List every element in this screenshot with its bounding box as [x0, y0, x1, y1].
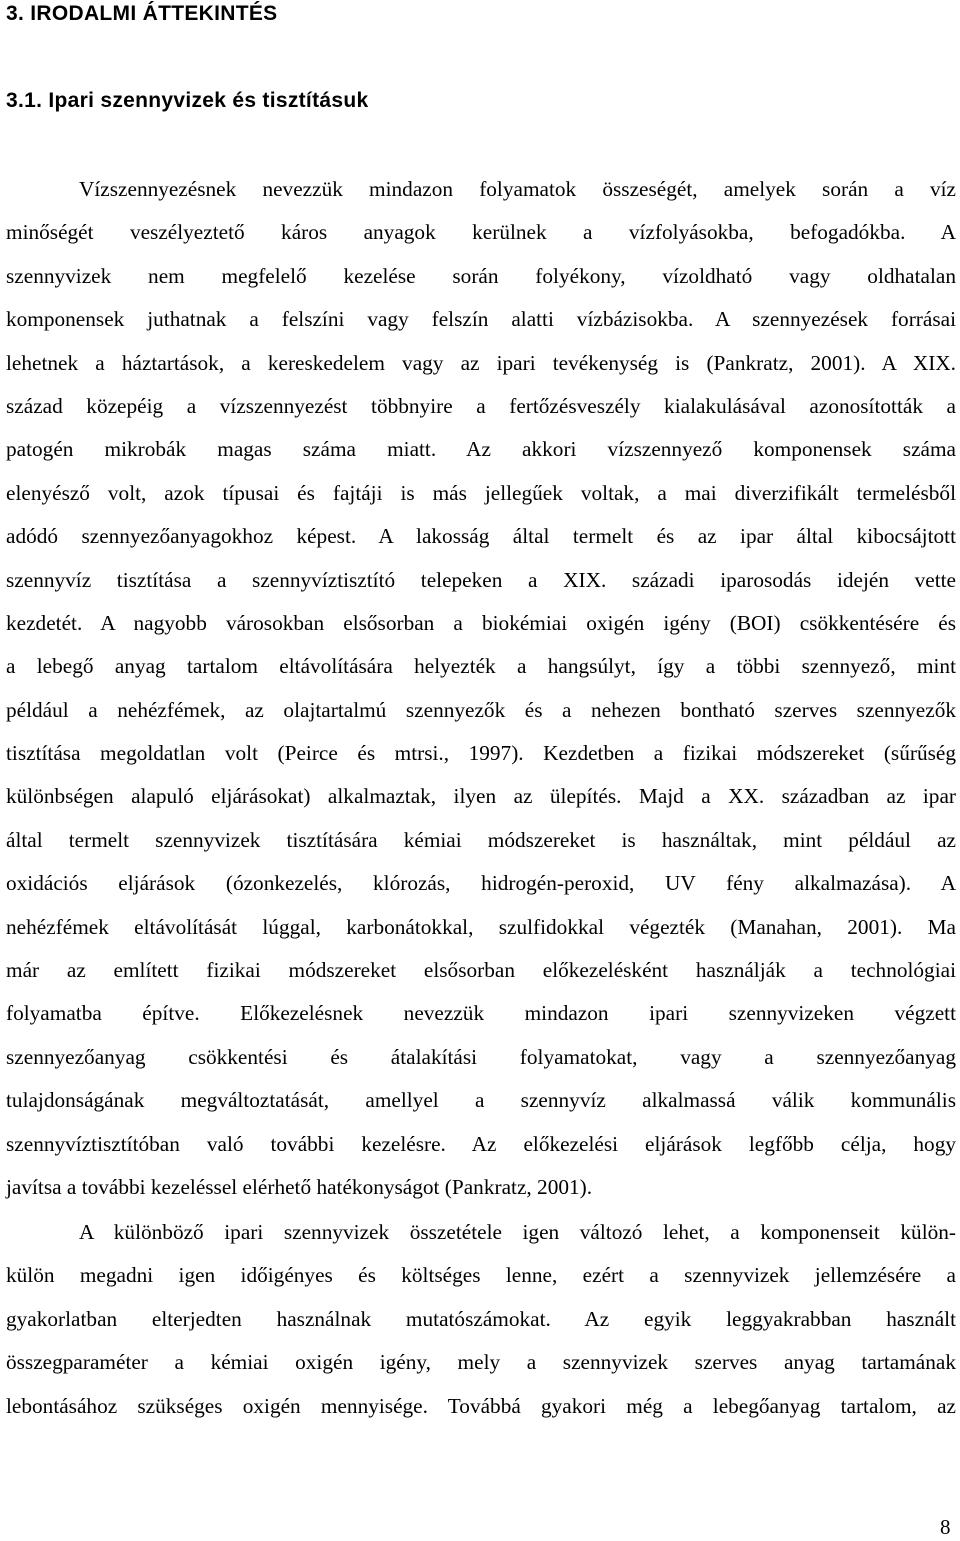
paragraph-line: által termelt szennyvizek tisztítására kémiai módszereket is használtak, mint például az: [6, 827, 956, 852]
paragraph-line: A különböző ipari szennyvizek összetétele igen változó lehet, a komponenseit külön-: [79, 1220, 956, 1244]
paragraph-line: lebontásához szükséges oxigén mennyisége. Továbbá gyakori még a lebegőanyag tartalom, az: [6, 1393, 956, 1418]
paragraph-line: szennyvíztisztítóban való további kezelésre. Az előkezelési eljárások legfőbb célja, hogy: [6, 1131, 956, 1156]
paragraph-line: adódó szennyezőanyagokhoz képest. A lakosság által termelt és az ipar által kibocsájtott: [6, 524, 956, 549]
paragraph-line: patogén mikrobák magas száma miatt. Az akkori vízszennyező komponensek száma: [6, 437, 956, 462]
paragraph-1: [6, 168, 956, 1209]
paragraph-line: Vízszennyezésnek nevezzük mindazon folyamatok összeségét, amelyek során a víz: [79, 177, 956, 201]
paragraph-line: külön megadni igen időigényes és költséges lenne, ezért a szennyvizek jellemzésére a: [6, 1263, 956, 1288]
paragraph-line: elenyésző volt, azok típusai és fajtáji is más jellegűek voltak, a mai diverzifikált termelésből: [6, 480, 956, 505]
paragraph-line: összegparaméter a kémiai oxigén igény, mely a szennyvizek szerves anyag tartamának: [6, 1350, 956, 1375]
paragraph-line: a lebegő anyag tartalom eltávolítására helyezték a hangsúlyt, így a többi szennyező, mint: [6, 654, 956, 679]
paragraph-line: nehézfémek eltávolítását lúggal, karbonátokkal, szulfidokkal végezték (Manahan, 2001). Ma: [6, 914, 956, 939]
paragraph-line: minőségét veszélyeztető káros anyagok kerülnek a vízfolyásokba, befogadókba. A: [6, 220, 956, 245]
paragraph-line: például a nehézfémek, az olajtartalmú szennyezők és a nehezen bontható szerves szennyezők: [6, 697, 956, 722]
section-heading: 3.1. Ipari szennyvizek és tisztításuk: [6, 89, 369, 112]
paragraph-line: tulajdonságának megváltoztatását, amellyel a szennyvíz alkalmassá válik kommunális: [6, 1088, 956, 1113]
chapter-heading: 3. IRODALMI ÁTTEKINTÉS: [6, 2, 278, 25]
paragraph-line: szennyvíz tisztítása a szennyvíztisztító telepeken a XIX. századi iparosodás idején vette: [6, 567, 956, 592]
paragraph-line: tisztítása megoldatlan volt (Peirce és mtrsi., 1997). Kezdetben a fizikai módszereket (sűrűség: [6, 741, 956, 766]
paragraph-line: kezdetét. A nagyobb városokban elsősorban a biokémiai oxigén igény (BOI) csökkentésére és: [6, 610, 956, 635]
paragraph-line: szennyvizek nem megfelelő kezelése során folyékony, vízoldható vagy oldhatalan: [6, 263, 956, 288]
paragraph-line: különbségen alapuló eljárásokat) alkalmaztak, ilyen az ülepítés. Majd a XX. században az ipar: [6, 784, 956, 809]
paragraph-line: gyakorlatban elterjedten használnak mutatószámokat. Az egyik leggyakrabban használt: [6, 1306, 956, 1331]
paragraph-line: komponensek juthatnak a felszíni vagy felszín alatti vízbázisokba. A szennyezések forrásai: [6, 307, 956, 332]
paragraph-line: század közepéig a vízszennyezést többnyire a fertőzésveszély kialakulásával azonosították a: [6, 393, 956, 418]
page-number: 8: [940, 1515, 951, 1539]
paragraph-line: javítsa a további kezeléssel elérhető hatékonyságot (Pankratz, 2001).: [6, 1174, 593, 1199]
paragraph-line: szennyezőanyag csökkentési és átalakítási folyamatokat, vagy a szennyezőanyag: [6, 1044, 956, 1069]
paragraph-line: lehetnek a háztartások, a kereskedelem vagy az ipari tevékenység is (Pankratz, 2001). A XIX.: [6, 350, 956, 375]
paragraph-line: oxidációs eljárások (ózonkezelés, klórozás, hidrogén-peroxid, UV fény alkalmazása). A: [6, 871, 956, 896]
paragraph-line: már az említett fizikai módszereket elsősorban előkezelésként használják a technológiai: [6, 958, 956, 983]
paragraph-2: [6, 1211, 956, 1428]
paragraph-line: folyamatba építve. Előkezelésnek nevezzük mindazon ipari szennyvizeken végzett: [6, 1001, 956, 1026]
